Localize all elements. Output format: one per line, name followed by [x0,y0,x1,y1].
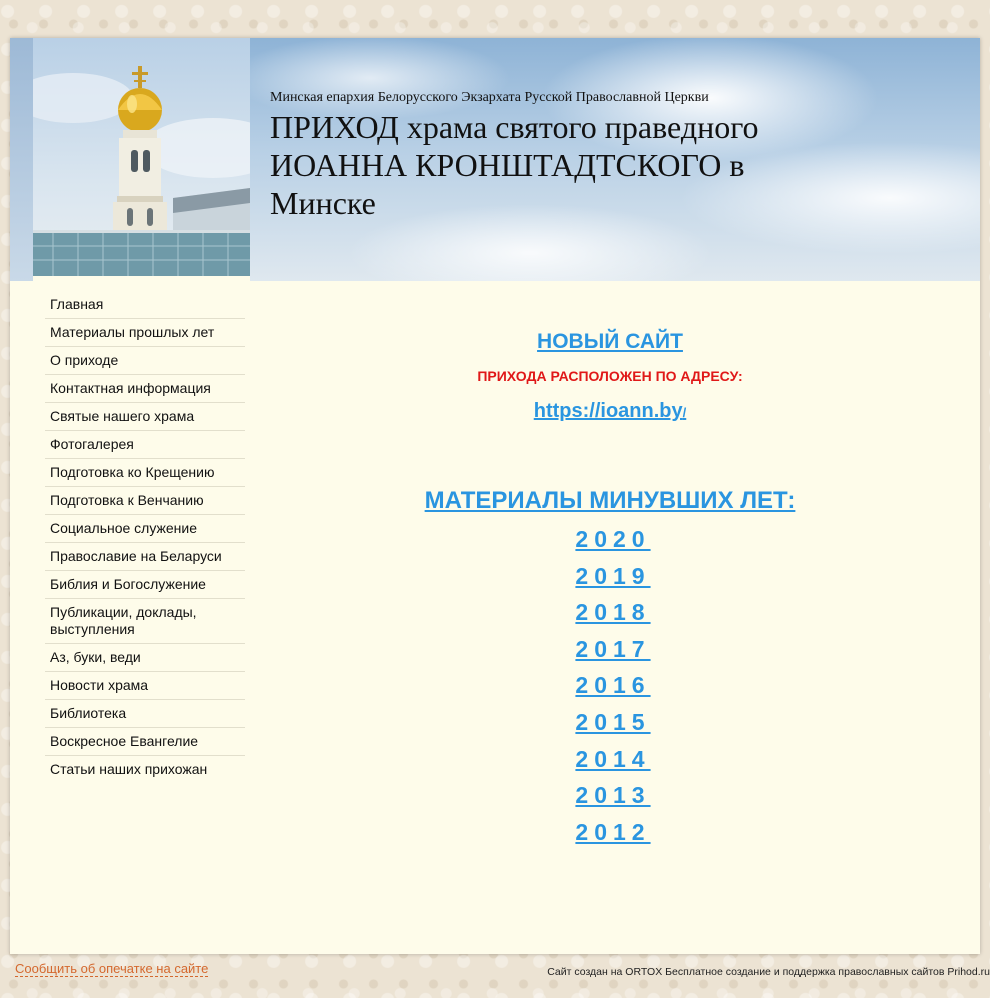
sidebar-item-social-service[interactable]: Социальное служение [45,515,245,543]
sidebar-item-about-parish[interactable]: О приходе [45,347,245,375]
sidebar-item-saints[interactable]: Святые нашего храма [45,403,245,431]
photo-bottom-edge [33,276,250,281]
year-link-2013[interactable]: 2013 [575,782,651,809]
year-link-2020[interactable]: 2020 [575,526,651,552]
sidebar-item-publications[interactable]: Публикации, доклады, выступления [45,599,245,644]
header-title-block [270,90,830,222]
new-site-link[interactable]: НОВЫЙ САЙТ [537,330,683,353]
site-url-text: https://ioann.by [533,400,683,422]
sidebar-item-baptism-prep[interactable]: Подготовка ко Крещению [45,459,245,487]
sidebar-item-parishioner-articles[interactable]: Статьи наших прихожан [50,761,208,777]
sidebar-menu [45,291,245,783]
church-belltower-photo [33,38,250,276]
site-title[interactable]: ПРИХОД храма святого праведного ИОАННА КРОНШТАДТСКОГО в Минске [270,109,759,221]
parish-address-text: ПРИХОДА РАСПОЛОЖЕН ПО АДРЕСУ: [477,368,743,384]
footer-credits[interactable]: Сайт создан на ORTOX Бесплатное создание и поддержка православных сайтов Prihod.ru [547,966,990,978]
past-materials-heading-link[interactable]: МАТЕРИАЛЫ МИНУВШИХ ЛЕТ: [424,487,796,514]
sidebar-item-past-materials[interactable]: Материалы прошлых лет [45,319,245,347]
year-link-2019[interactable]: 2019 [575,562,651,589]
site-header [10,38,980,281]
year-link-2017[interactable]: 2017 [575,635,651,662]
sidebar-item-photo-gallery[interactable]: Фотогалерея [45,431,245,459]
year-link-2018[interactable]: 2018 [575,599,651,626]
year-link-2012[interactable]: 2012 [575,818,651,845]
new-site-url-link[interactable] [534,400,687,423]
sidebar-item-home[interactable]: Главная [45,291,245,319]
report-typo-link[interactable]: Сообщить об опечатке на сайте [15,961,209,976]
site-url-slash: / [682,405,687,420]
sidebar-item-az-buki-vedi[interactable]: Аз, буки, веди [45,644,245,672]
eparchy-subtitle: Минская епархия Белорусского Экзархата Русской Православной Церкви [270,90,709,105]
sidebar-item-contacts[interactable]: Контактная информация [45,375,245,403]
header-sky-strip [10,38,33,281]
sidebar-item-bible-liturgy[interactable]: Библия и Богослужение [45,571,245,599]
year-links-list [260,521,960,850]
sidebar-item-sunday-gospel[interactable]: Воскресное Евангелие [45,728,245,756]
page-container [10,38,980,954]
sidebar-item-wedding-prep[interactable]: Подготовка к Венчанию [45,487,245,515]
sidebar-item-orthodoxy-belarus[interactable]: Православие на Беларуси [45,543,245,571]
year-link-2014[interactable]: 2014 [575,745,651,772]
year-link-2016[interactable]: 2016 [575,672,651,699]
year-link-2015[interactable]: 2015 [575,708,651,735]
sidebar-item-church-news[interactable]: Новости храма [45,672,245,700]
main-content [260,291,960,850]
sidebar-item-library[interactable]: Библиотека [45,700,245,728]
